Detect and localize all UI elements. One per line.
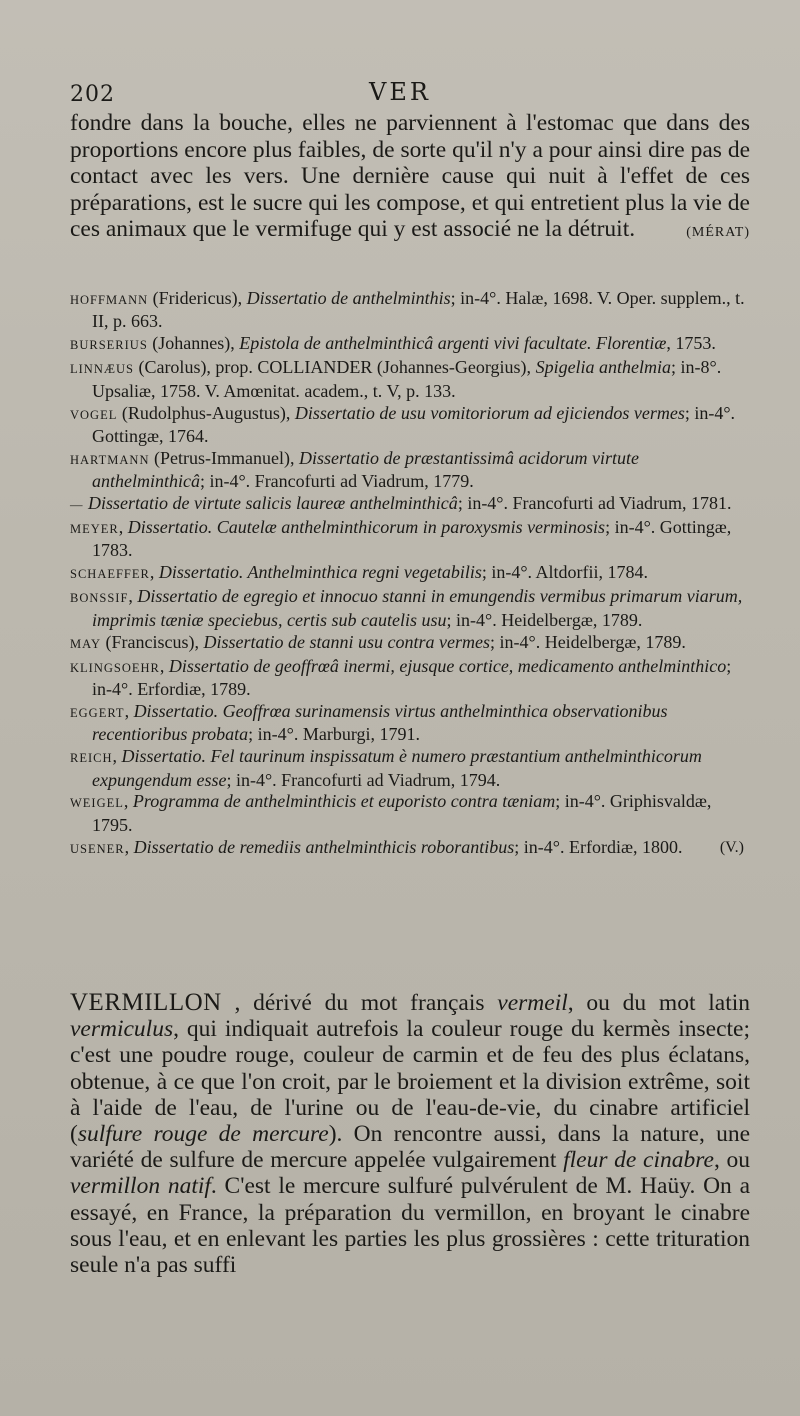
bib-title: Dissertatio de stanni usu contra vermes [203, 631, 490, 652]
intro-text: fondre dans la bouche, elles ne parviennent à l'estomac que dans des proportions encore plus faibles, de sorte qu'il n'y a pour ainsi dire pas de contact avec les vers. Une dernière cause qui nuit à l'effet de ces préparations, est le sucre qui les compose, et qui entretient plus la vie de ces animaux que le vermifuge qui y est associé ne la détruit. [70, 110, 750, 242]
bib-publication: ; in-8°. Upsaliæ, 1758. V. Amœnitat. academ., t. V, p. 133. [92, 357, 722, 401]
article-italic: vermiculus [70, 1016, 174, 1043]
article-italic: vermeil [497, 990, 568, 1016]
bib-entry [70, 493, 750, 516]
running-head: VER [369, 78, 431, 106]
bibliography [70, 288, 750, 861]
bib-title: Dissertatio. Anthelminthica regni vegetabilis [158, 562, 482, 583]
bib-entry [70, 333, 750, 356]
bib-author-detail: (Petrus-Immanuel), [149, 447, 299, 468]
bib-publication: ; in-4°. Francofurti ad Viadrum, 1794. [226, 769, 501, 790]
bib-author-detail: (Franciscus), [101, 631, 204, 652]
bib-author-detail: , [118, 517, 128, 538]
bib-author-detail: (Fridericus), [148, 288, 247, 308]
bib-author: LINNÆUS [70, 362, 134, 377]
bib-entry [70, 403, 750, 448]
bib-title: Dissertatio de egregio et innocuo stanni in emungendis vermibus primarum viarum, imprimis tæniæ speciebus, certis sub cautelis usu [92, 586, 743, 630]
bib-entry [70, 586, 750, 631]
bib-author: USENER [70, 841, 125, 856]
bib-publication: ; in-4°. Erfordiæ, 1789. [92, 655, 732, 699]
bib-publication: ; in-4°. Heidelbergæ, 1789. [490, 631, 686, 652]
bib-author-detail: , [123, 791, 133, 812]
bib-author: MAY [70, 636, 102, 651]
bib-author: VOGEL [70, 407, 118, 422]
article-text: ). On rencontre aussi, dans la nature, une variété de sulfure de mercure appelée vulgairement [70, 1121, 751, 1174]
page-header [70, 78, 730, 112]
article-vermillon [70, 990, 750, 1278]
bib-title: Dissertatio. Fel taurinum inspissatum è numero præstantium anthelminthicorum expungendum esse [92, 746, 702, 790]
bib-author: SCHAEFFER [70, 567, 150, 582]
bib-entry [70, 746, 750, 791]
article-text: , ou du mot latin [567, 990, 751, 1016]
bib-publication: ; in-4°. Marburgi, 1791. [248, 724, 421, 745]
author-signature: (MÉRAT) [686, 225, 750, 240]
article-text: , ou [713, 1147, 751, 1174]
bib-entry [70, 288, 750, 333]
bib-entry [70, 701, 750, 746]
bib-title: Dissertatio de virtute salicis laureæ anthelminthicâ [88, 493, 458, 514]
article-italic: sulfure rouge de mercure [77, 1121, 329, 1148]
bib-title: Dissertatio de usu vomitoriorum ad ejiciendos vermes [294, 402, 685, 423]
bib-author: WEIGEL [70, 796, 124, 811]
bib-author-detail: , [128, 586, 138, 607]
bib-publication: ; in-4°. Altdorfii, 1784. [481, 562, 649, 583]
bib-publication: , 1753. [666, 333, 716, 354]
bib-author-detail: (Rudolphus-Augustus), [117, 402, 295, 423]
bib-title: Dissertatio. Geoffrœa surinamensis virtus anthelminthica observationibus recentioribus probata [92, 700, 668, 745]
bib-entry [70, 357, 750, 402]
bib-author: MEYER [70, 522, 119, 537]
bib-author: REICH [70, 751, 113, 766]
article-text: , qui indiquait autrefois la couleur rouge du kermès insecte; c'est une poudre rouge, couleur de carmin et de feu des plus éclatans, obtenue, à ce que l'on croit, par le broiement et la division extrême, soit à l'aide de l'eau, de l'urine ou de l'eau-de-vie, du cinabre artificiel ( [70, 1016, 750, 1148]
bib-publication: ; in-4°. Gottingæ, 1783. [92, 517, 732, 561]
bib-publication: ; in-4°. Erfordiæ, 1800. [514, 836, 683, 857]
bib-title: Dissertatio de geoffrœâ inermi, ejusque cortice, medicamento anthelminthico [168, 655, 727, 676]
article-text: . C'est le mercure sulfuré pulvérulent de M. Haüy. On a essayé, en France, la préparation du vermillon, en broyant le cinabre sous l'eau, et en enlevant les parties les plus grossières : cette trituration seule n'a pas suffi [70, 1173, 751, 1279]
bib-author-detail: (Carolus), prop. COLLIANDER (Johannes-Georgius), [133, 357, 536, 378]
bib-author-detail: , [159, 655, 169, 676]
bib-entry [70, 562, 750, 585]
bib-author-detail: , [112, 746, 122, 767]
bib-title: Spigelia anthelmia [535, 357, 672, 378]
bib-author: BURSERIUS [70, 338, 148, 353]
bib-author-detail: , [124, 700, 134, 721]
page-number: 202 [70, 82, 115, 107]
bib-entry [70, 448, 750, 493]
bib-author-detail: (Johannes), [147, 333, 240, 354]
bib-publication: ; in-4°. Griphisvaldæ, 1795. [92, 791, 712, 835]
bib-author: HARTMANN [70, 452, 150, 467]
bib-author: — [70, 498, 84, 513]
intro-paragraph [70, 110, 750, 247]
headword: VERMILLON [70, 989, 222, 1016]
bib-author: EGGERT [70, 705, 125, 720]
article-italic: fleur de cinabre [563, 1147, 714, 1174]
bib-title: Dissertatio de anthelminthis [246, 288, 451, 308]
bib-publication: ; in-4°. Francofurti ad Viadrum, 1779. [199, 471, 474, 492]
bib-title: Programma de anthelminthicis et euporisto contra tæniam [132, 791, 556, 812]
bib-signature: (V.) [719, 838, 744, 856]
bib-entry [70, 632, 750, 655]
article-italic: vermillon natif [70, 1173, 211, 1200]
article-text: , dérivé du mot français [234, 990, 498, 1016]
bib-publication: ; in-4°. Halæ, 1698. V. Oper. supplem., t. II, p. 663. [92, 288, 745, 332]
bib-author: KLINGSOEHR [70, 660, 160, 675]
bib-entry [70, 517, 750, 562]
bib-author: BONSSIF [70, 591, 129, 606]
bib-title: Dissertatio de præstantissimâ acidorum virtute anthelminthicâ [92, 447, 639, 492]
bib-title: Epistola de anthelminthicâ argenti vivi facultate. Florentiæ [239, 333, 667, 354]
bib-title: Dissertatio de remediis anthelminthicis roborantibus [133, 836, 515, 857]
bib-title: Dissertatio. Cautelæ anthelminthicorum in paroxysmis verminosis [127, 517, 606, 538]
bib-publication: ; in-4°. Francofurti ad Viadrum, 1781. [457, 493, 732, 514]
bib-entry [70, 656, 750, 701]
bib-author: HOFFMANN [70, 293, 149, 307]
bib-publication: ; in-4°. Gottingæ, 1764. [92, 402, 736, 446]
bib-entry [70, 791, 750, 836]
bib-publication: ; in-4°. Heidelbergæ, 1789. [446, 609, 643, 630]
bib-author-detail: , [124, 836, 134, 857]
bib-entry [70, 837, 750, 860]
bib-author-detail: , [149, 562, 159, 583]
